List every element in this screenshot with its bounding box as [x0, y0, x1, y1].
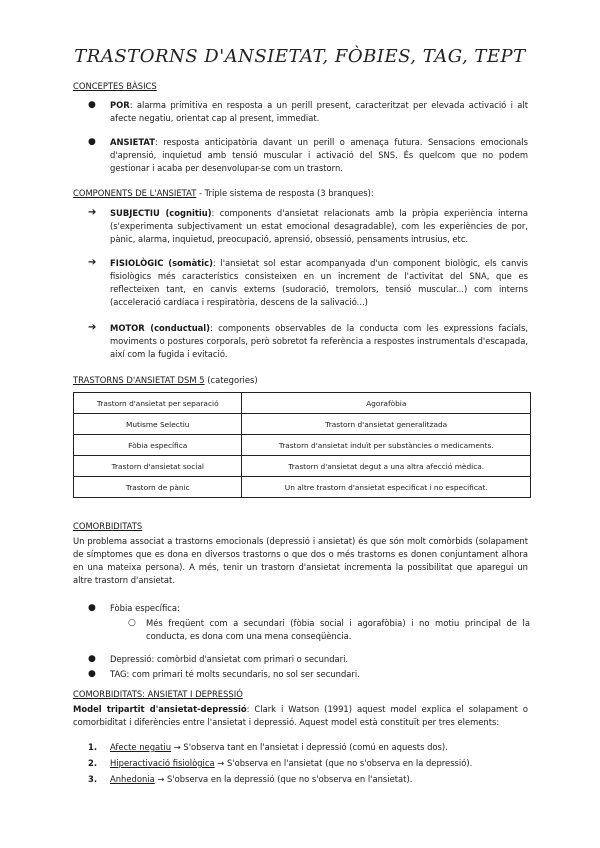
table-cell: Agorafòbia — [242, 393, 531, 414]
arrow-icon: ➔ — [88, 207, 97, 218]
list-item-fisiologic — [110, 257, 528, 309]
page-title: TRASTORNS D'ANSIETAT, FÒBIES, TAG, TEPT — [74, 46, 526, 67]
section-heading-conceptes: CONCEPTES BÀSICS — [73, 81, 157, 91]
bullet-icon: ● — [88, 669, 96, 679]
term-por: POR — [110, 100, 130, 110]
table-row — [74, 477, 531, 498]
heading-components-rest: - Triple sistema de resposta (3 branques): — [196, 188, 374, 198]
list-item-afecte — [110, 741, 528, 754]
list-item-motor — [110, 322, 528, 361]
section-heading-comorbiditats: COMORBIDITATS — [73, 521, 143, 531]
table-cell: Fòbia específica — [74, 435, 242, 456]
list-item-fobia-sub: Més freqüent com a secundari (fòbia social i agorafòbia) i no motiu principal de la conducta, es dona com una mena conseqüència. — [146, 618, 530, 641]
text-fisiologic: : l'ansietat sol estar acompanyada d'un component biològic, els canvis fisiològics més característics consisteixen en un increment de l'activitat del SNA, que es reflecteixen tant, en canvis externs (sudoració, tremolors, tensió muscular...) com interns (acceleració cardíaca i respiratòria, descens de la salivació...) — [110, 258, 528, 307]
list-item-hiperactivacio — [110, 757, 528, 770]
heading-dsm-rest: (categories) — [204, 375, 258, 385]
circle-bullet-icon: ○ — [128, 618, 136, 628]
table-cell: Trastorn d'ansietat social — [74, 456, 242, 477]
table-cell: Trastorn d'ansietat per separació — [74, 393, 242, 414]
table-row — [74, 393, 531, 414]
list-item-por — [110, 99, 528, 125]
text-afecte: → S'observa tant en l'ansietat i depressió (comú en aquests dos). — [171, 742, 448, 752]
list-item-ansietat — [110, 136, 528, 175]
table-cell: Trastorn de pànic — [74, 477, 242, 498]
table-cell: Trastorn d'ansietat induït per substàncies o medicaments. — [242, 435, 531, 456]
section-heading-dsm — [73, 374, 528, 387]
term-subjectiu: SUBJECTIU (cognitiu) — [110, 208, 212, 218]
table-cell: Trastorn d'ansietat degut a una altra afecció mèdica. — [242, 456, 531, 477]
list-item-tag: TAG: com primari té molts secundaris, no sol ser secundari. — [110, 669, 360, 679]
list-number: 1. — [88, 742, 98, 752]
list-item-depressio: Depressió: comòrbid d'ansietat com primari o secundari. — [110, 654, 349, 664]
heading-components-label: COMPONENTS DE L'ANSIETAT — [73, 188, 197, 198]
bullet-icon: ● — [88, 654, 96, 664]
section-heading-ansietat-depressio: COMORBIDITATS: ANSIETAT I DEPRESSIÓ — [73, 689, 243, 699]
term-model: Model tripartit d'ansietat-depressió — [73, 704, 247, 714]
term-fisiologic: FISIOLÒGIC (somàtic) — [110, 258, 213, 268]
list-item-subjectiu — [110, 207, 528, 246]
term-anhedonia: Anhedonia — [110, 774, 155, 784]
paragraph-model — [73, 703, 528, 729]
dsm-table — [73, 392, 531, 498]
table-cell: Trastorn d'ansietat generalitzada — [242, 414, 531, 435]
section-heading-components — [73, 187, 528, 200]
text-model: : Clark i Watson (1991) aquest model explica el solapament o comorbiditat i diferències entre l'ansietat i depressió. Aquest model està constituït per tres elements: — [73, 704, 528, 727]
bullet-icon: ● — [88, 603, 96, 613]
term-ansietat: ANSIETAT — [110, 137, 155, 147]
text-ansietat: : resposta anticipatòria davant un perill o amenaça futura. Sensacions emocionals d'aprensió, inquietud amb tensió muscular i activació del SNS. És quelcom que no podem gestionar i acaba per desenvolupar-se com un trastorn. — [110, 137, 528, 173]
text-hiperactivacio: → S'observa en l'ansietat (que no s'observa en la depressió). — [214, 758, 473, 768]
heading-dsm-label: TRASTORNS D'ANSIETAT DSM 5 — [73, 375, 205, 385]
table-row — [74, 456, 531, 477]
list-item-fobia: Fòbia específica: — [110, 603, 180, 613]
list-number: 2. — [88, 758, 98, 768]
arrow-icon: ➔ — [88, 257, 97, 268]
term-afecte: Afecte negatiu — [110, 742, 172, 752]
text-motor: : components observables de la conducta com les expressions facials, moviments o postures corporals, però sobretot fa referència a respostes instrumentals d'escapada, així com la fugida i evitació. — [110, 323, 529, 359]
bullet-icon: ● — [88, 100, 96, 110]
bullet-icon: ● — [88, 137, 96, 147]
term-motor: MOTOR (conductual) — [110, 323, 211, 333]
text-por: : alarma primitiva en resposta a un perill present, caracteritzat per elevada activació i alt afecte negatiu, orientat cap al present, immediat. — [110, 100, 528, 123]
table-cell: Mutisme Selectiu — [74, 414, 242, 435]
table-row — [74, 435, 531, 456]
list-item-anhedonia — [110, 773, 528, 786]
table-cell: Un altre trastorn d'ansietat especificat i no especificat. — [242, 477, 531, 498]
table-row — [74, 414, 531, 435]
list-number: 3. — [88, 774, 98, 784]
text-anhedonia: → S'observa en la depressió (que no s'observa en l'ansietat). — [154, 774, 413, 784]
term-hiperactivacio: Hiperactivació fisiològica — [110, 758, 215, 768]
text-subjectiu: : components d'ansietat relacionats amb la pròpia experiència interna (s'experimenta subjectivament un estat emocional desagradable), com les experiències de por, pànic, alarma, inquietud, preocupació, aprensió, obsessió, pensaments intrusius, etc. — [110, 208, 528, 244]
arrow-icon: ➔ — [88, 322, 97, 333]
paragraph-comorbiditats: Un problema associat a trastorns emocionals (depressió i ansietat) és que són molt comòrbids (solapament de símptomes que es dona en diversos trastorns o que dos o més trastorns es donen conjuntament alhora en una mateixa persona). A més, tenir un trastorn d'ansietat incrementa la possibilitat que aparegui un altre trastorn d'ansietat. — [73, 536, 528, 585]
